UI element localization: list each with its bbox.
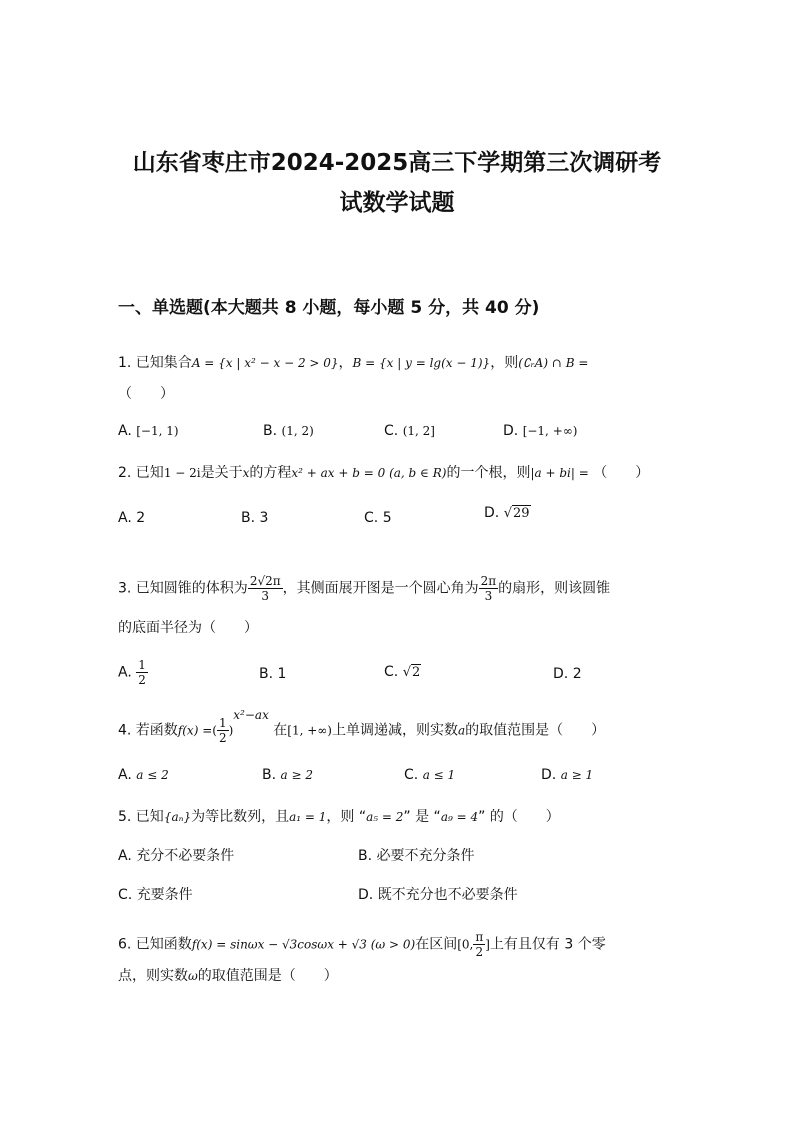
q2-option-a: A. 2	[118, 510, 146, 526]
q3-angle-fraction: $\frac{2\pi}{3}$	[480, 574, 497, 603]
q2-root: 1 − 2i	[163, 466, 201, 480]
q3-option-a: A. $\frac{1}{2}$	[118, 658, 146, 687]
q1-ask: ，则	[490, 355, 519, 371]
q4-exponent: x²−ax	[233, 707, 269, 722]
q4-option-b: B. a ≥ 2	[262, 767, 313, 783]
q6-function: f(x) = sinωx − √3cosωx + √3 (ω > 0)	[191, 937, 416, 952]
document-title-line-2: 试数学试题	[339, 190, 455, 216]
q2-option-b: B. 3	[241, 510, 269, 526]
q1-option-b: B. (1, 2)	[263, 423, 314, 439]
section-heading: 一、单选题(本大题共 8 小题，每小题 5 分，共 40 分)	[118, 298, 540, 318]
q4-option-c: C. a ≤ 1	[404, 767, 456, 783]
q5-option-c: C. 充要条件	[118, 887, 193, 903]
q6-line-2: 点，则实数ω的取值范围是（ ）	[118, 968, 338, 984]
q3-option-b: B. 1	[259, 666, 287, 682]
question-3: 3. 已知圆锥的体积为 $\frac{2√2\pi}{3}$ ，其侧面展开图是一个圆心角为 $\frac{2\pi}{3}$ 的扇形，则该圆锥	[118, 574, 611, 603]
question-6: 6. 已知函数f(x) = sinωx − √3cosωx + √3 (ω > 0)在区间[0, $\frac{\pi}{2}$ ]上有且仅有 3 个零	[118, 930, 606, 959]
q4-base-fraction: $\frac{1}{2}$	[218, 716, 227, 745]
q1-option-c: C. (1, 2]	[384, 423, 435, 439]
q1-answer-paren: （ ）	[118, 386, 174, 402]
q5-option-a: A. 充分不必要条件	[118, 848, 235, 864]
q3-line-2: 的底面半径为（ ）	[118, 620, 258, 636]
q3-volume-fraction: $\frac{2√2\pi}{3}$	[249, 574, 281, 603]
q1-prefix: 1. 已知集合	[118, 355, 192, 371]
question-1	[118, 352, 588, 372]
q2-option-c: C. 5	[364, 510, 392, 526]
q3-option-d: D. 2	[553, 666, 582, 682]
q1-expr: (∁ᵣA) ∩ B =	[518, 356, 589, 370]
q1-option-a: A. [−1, 1)	[118, 423, 179, 439]
question-4: 4. 若函数f(x) =( $\frac{1}{2}$ )$^{x^2-ax}$ 在[1, +∞)上单调递减，则实数a的取值范围是（ ）	[118, 707, 606, 745]
q1-sep: ，	[338, 355, 353, 371]
question-2: 2. 已知1 − 2i是关于x的方程x² + ax + b = 0 (a, b ∈ R)的一个根，则|a + bi| = （ ）	[118, 465, 650, 481]
q1-option-d: D. [−1, +∞)	[503, 423, 578, 439]
q1-set-b: B = {x | y = lg(x − 1)}	[352, 356, 491, 370]
q2-equation: x² + ax + b = 0 (a, b ∈ R)	[291, 466, 447, 480]
q4-option-d: D. a ≥ 1	[541, 767, 594, 783]
q3-option-c: C. √2	[384, 664, 421, 680]
document-title-line-1: 山东省枣庄市2024-2025高三下学期第三次调研考	[132, 150, 662, 176]
q1-set-a: A = {x | x² − x − 2 > 0}	[191, 356, 339, 370]
q5-option-d: D. 既不充分也不必要条件	[358, 887, 518, 903]
q5-option-b: B. 必要不充分条件	[358, 848, 475, 864]
q4-option-a: A. a ≤ 2	[118, 767, 169, 783]
q2-expr: |a + bi| =	[530, 466, 589, 480]
question-5: 5. 已知{aₙ}为等比数列，且a₁ = 1，则 “a₅ = 2” 是 “a₉ = 4” 的（ ）	[118, 809, 560, 825]
q2-option-d: D. √29	[484, 505, 530, 521]
q6-pi-fraction: $\frac{\pi}{2}$	[475, 930, 484, 959]
